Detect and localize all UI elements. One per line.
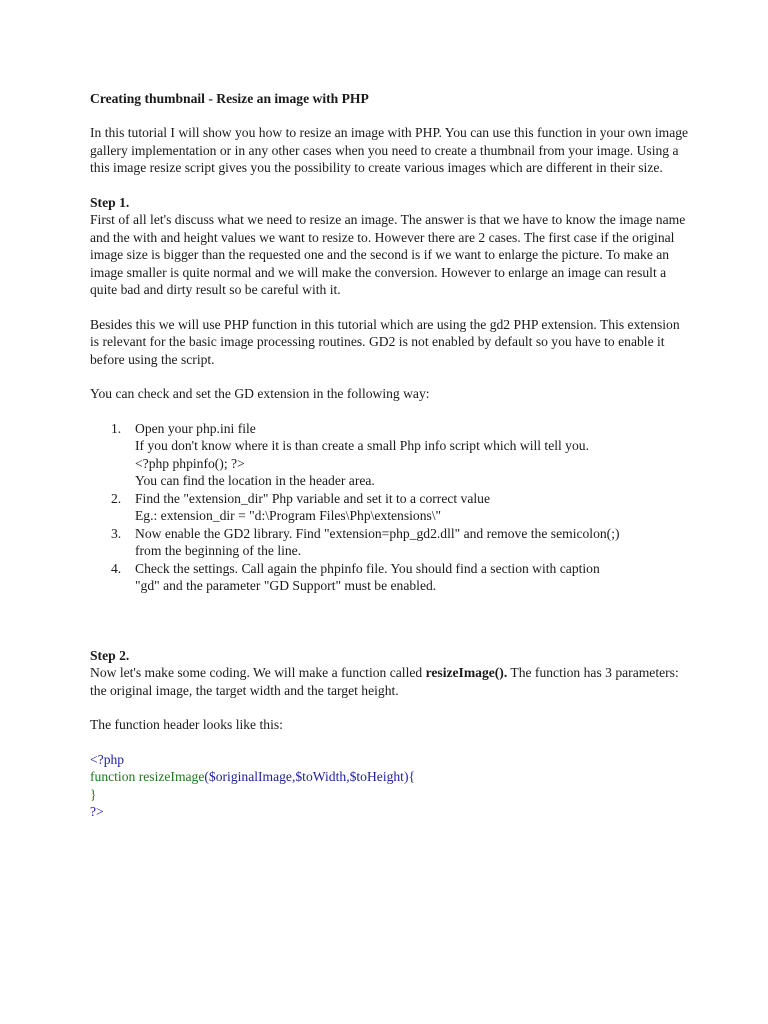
- list-item-line: Open your php.ini file: [135, 420, 256, 436]
- code-comma: ,: [346, 769, 350, 784]
- code-open-tag: <?php: [90, 751, 125, 767]
- list-item-line: <?php phpinfo(); ?>: [135, 455, 245, 471]
- function-header-intro: The function header looks like this:: [90, 717, 283, 732]
- list-item-line: Eg.: extension_dir = "d:\Program Files\Php\extensions\": [135, 508, 442, 523]
- step2-text-before: Now let's make some coding. We will make a function called: [90, 665, 426, 680]
- code-close-tag: ?>: [90, 804, 104, 819]
- list-item-line: Find the "extension_dir" Php variable and set it to a correct value: [135, 490, 490, 506]
- list-item-line: Now enable the GD2 library. Find "extension=php_gd2.dll" and remove the semicolon(;): [135, 525, 620, 541]
- list-item-line: If you don't know where it is than create a small Php info script which will tell you.: [135, 438, 589, 453]
- code-paren-close: ){: [403, 769, 416, 784]
- list-item: [90, 490, 690, 525]
- list-item-line: Check the settings. Call again the phpinfo file. You should find a section with caption: [135, 560, 600, 576]
- document-page: [90, 90, 690, 821]
- code-paren-open: (: [204, 769, 209, 784]
- code-function-line: [90, 768, 690, 786]
- code-block: [90, 751, 690, 821]
- setup-steps-list: [90, 420, 690, 595]
- code-param-to-height: $toHeight: [349, 769, 404, 784]
- list-item-line: You can find the location in the header area.: [135, 473, 375, 488]
- code-param-to-width: $toWidth: [295, 769, 347, 784]
- list-item-number: 1.: [111, 420, 122, 436]
- code-comma: ,: [291, 769, 296, 784]
- list-item-line: from the beginning of the line.: [135, 543, 302, 558]
- list-item: [90, 560, 690, 595]
- code-keyword: function: [90, 769, 136, 784]
- step2-text-after: The function has 3 parameters: the original image, the target width and the target height.: [90, 665, 679, 698]
- function-name: resizeImage().: [425, 665, 508, 680]
- code-brace-close: }: [90, 786, 97, 802]
- step1-heading: Step 1.: [90, 194, 130, 210]
- step2-paragraph: [90, 664, 690, 699]
- list-item-line: "gd" and the parameter "GD Support" must be enabled.: [135, 578, 437, 593]
- list-item: [90, 420, 690, 490]
- list-item-number: 2.: [111, 490, 122, 506]
- intro-paragraph: In this tutorial I will show you how to resize an image with PHP. You can use this function in your own image gallery implementation or in any other cases when you need to create a thumbnail from your image. Using a this image resize script gives you the possibility to create various images which are different in their size.: [90, 125, 689, 175]
- list-item-number: 4.: [111, 560, 122, 576]
- gd2-paragraph: Besides this we will use PHP function in this tutorial which are using the gd2 PHP extension. This extension is relevant for the basic image processing routines. GD2 is not enabled by default so you have to enable it before using the script.: [90, 316, 680, 367]
- check-gd-paragraph: You can check and set the GD extension in the following way:: [90, 386, 430, 401]
- code-function-name: resizeImage: [138, 769, 205, 784]
- code-param-original-image: $originalImage: [208, 769, 292, 784]
- list-item-number: 3.: [111, 525, 122, 541]
- document-title: Creating thumbnail - Resize an image with PHP: [90, 91, 369, 106]
- step2-heading: Step 2.: [90, 647, 130, 663]
- step1-paragraph: First of all let's discuss what we need to resize an image. The answer is that we have to know the image name and the with and height values we want to resize to. However there are 2 cases. The first case if the original image size is bigger than the requested one and the second is if we want to enlarge the picture. To make an image smaller is quite normal and we will make the conversion. However to enlarge an image can result a quite bad and dirty result so be careful with it.: [90, 212, 686, 297]
- list-item: [90, 525, 690, 560]
